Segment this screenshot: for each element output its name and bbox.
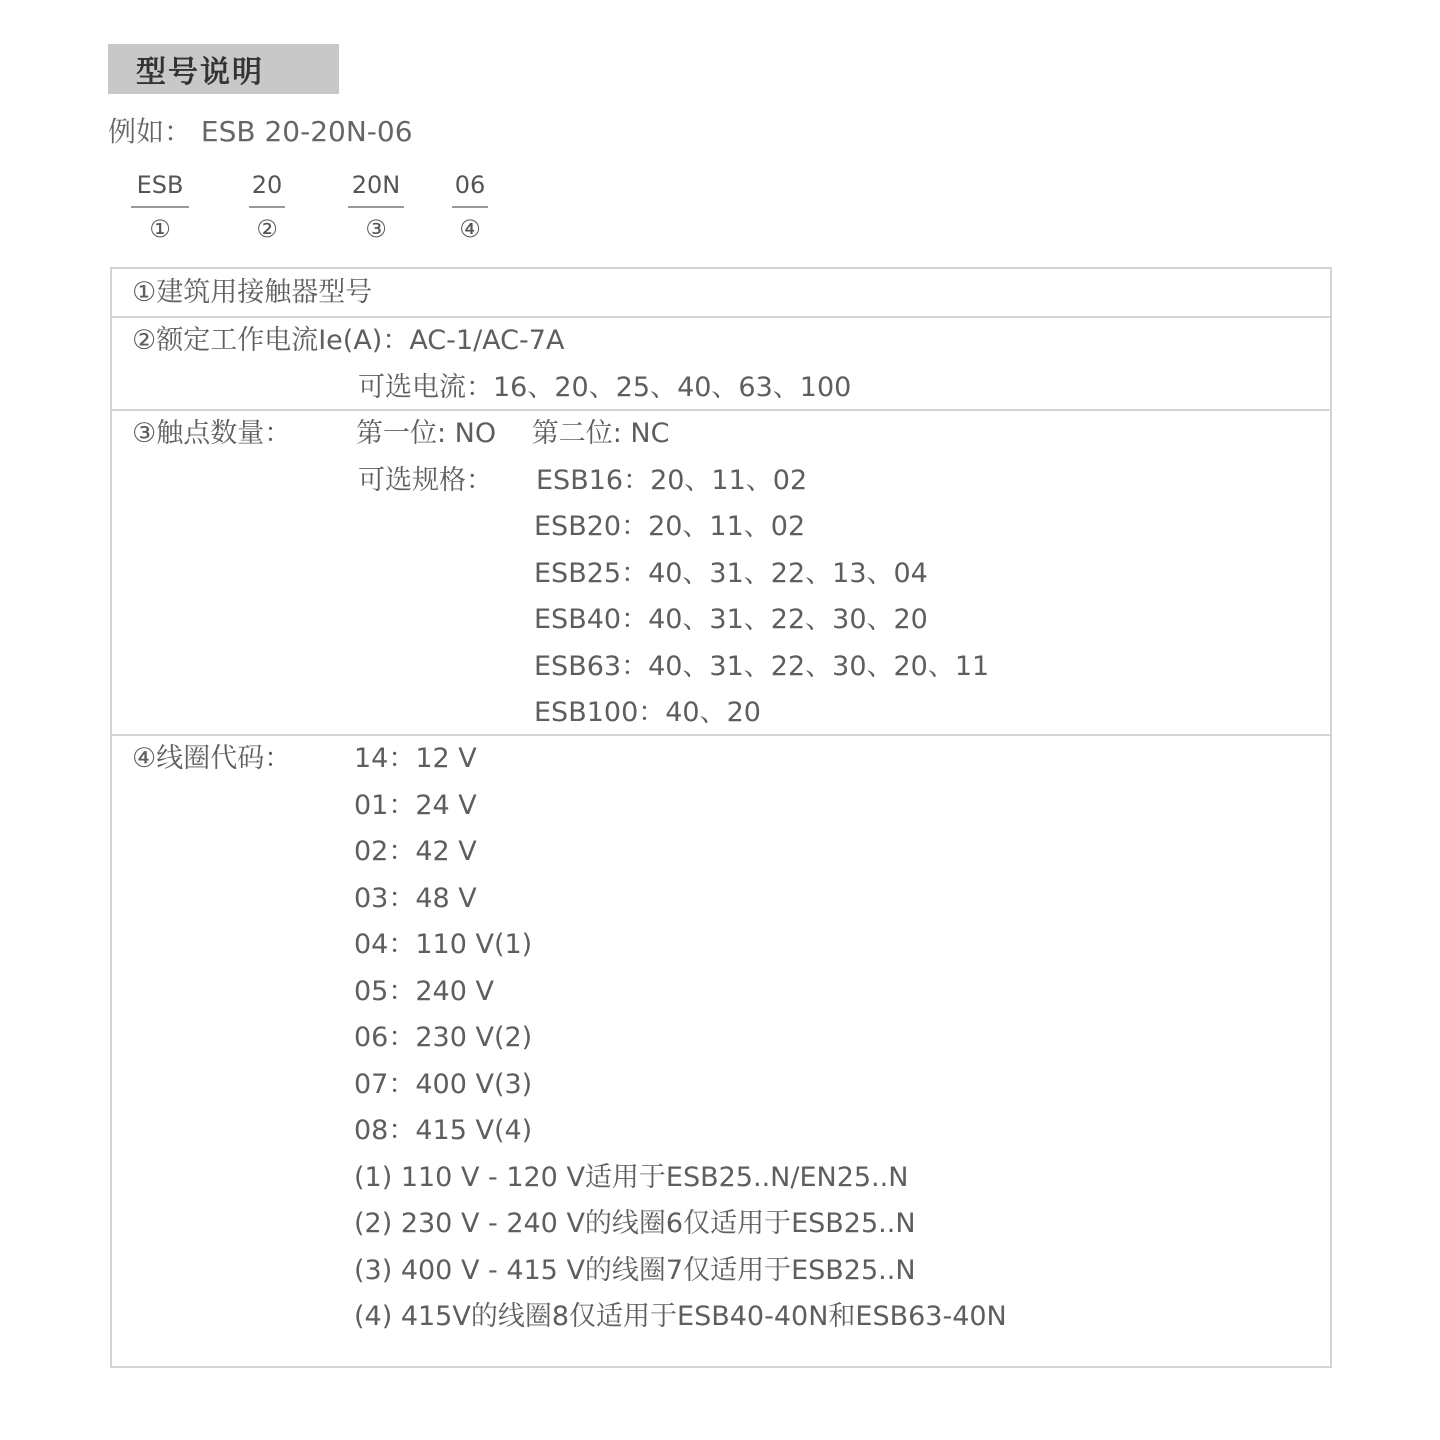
coil-code: 08：415 V(4) xyxy=(354,1115,533,1146)
spec-item: ESB63：40、31、22、30、20、11 xyxy=(534,651,990,682)
footnote: (4) 415V的线圈8仅适用于ESB40-40N和ESB63-40N xyxy=(354,1301,1007,1332)
contact-positions: 第一位: NO 第二位: NC xyxy=(356,418,670,449)
spec-label: 可选规格： xyxy=(358,465,493,496)
segment-06 xyxy=(452,170,488,244)
segment-code: ESB xyxy=(131,170,189,208)
footnote: (1) 110 V - 120 V适用于ESB25..N/EN25..N xyxy=(354,1162,909,1193)
coil-code: 06：230 V(2) xyxy=(354,1022,533,1053)
coil-code: 04：110 V(1) xyxy=(354,929,533,960)
spec-item: ESB40：40、31、22、30、20 xyxy=(534,604,928,635)
segment-number: ② xyxy=(256,215,278,243)
section-title: 型号说明 xyxy=(108,44,339,94)
footnote: (3) 400 V - 415 V的线圈7仅适用于ESB25..N xyxy=(354,1255,916,1286)
segment-esb xyxy=(131,170,189,244)
spec-item: ESB20：20、11、02 xyxy=(534,511,806,542)
row-label: ②额定工作电流Ie(A)：AC-1/AC-7A xyxy=(132,325,565,356)
current-options: 可选电流：16、20、25、40、63、100 xyxy=(358,372,852,403)
segment-20 xyxy=(249,170,285,244)
coil-code: 03：48 V xyxy=(354,883,477,914)
row-model-type xyxy=(112,269,1330,318)
segment-code: 20N xyxy=(348,170,404,208)
segment-code: 06 xyxy=(452,170,488,208)
row-label: ③触点数量： xyxy=(132,418,292,449)
example-model: 例如： ESB 20-20N-06 xyxy=(108,115,413,148)
segment-code: 20 xyxy=(249,170,285,208)
segment-number: ① xyxy=(149,215,171,243)
coil-code: 07：400 V(3) xyxy=(354,1069,533,1100)
segment-number: ③ xyxy=(365,215,387,243)
row-label: ①建筑用接触器型号 xyxy=(132,277,373,308)
spec-item: ESB16：20、11、02 xyxy=(536,465,808,496)
segment-number: ④ xyxy=(459,215,481,243)
spec-item: ESB100：40、20 xyxy=(534,697,761,728)
segment-20n xyxy=(348,170,404,244)
spec-item: ESB25：40、31、22、13、04 xyxy=(534,558,928,589)
row-contacts xyxy=(112,411,1330,736)
row-label: ④线圈代码： xyxy=(132,743,292,774)
coil-code: 02：42 V xyxy=(354,836,477,867)
coil-code: 01：24 V xyxy=(354,790,477,821)
row-coil-codes xyxy=(112,736,1330,1368)
row-rated-current xyxy=(112,318,1330,411)
coil-code: 05：240 V xyxy=(354,976,494,1007)
footnote: (2) 230 V - 240 V的线圈6仅适用于ESB25..N xyxy=(354,1208,916,1239)
coil-code: 14：12 V xyxy=(354,743,477,774)
spec-table xyxy=(110,267,1332,1368)
